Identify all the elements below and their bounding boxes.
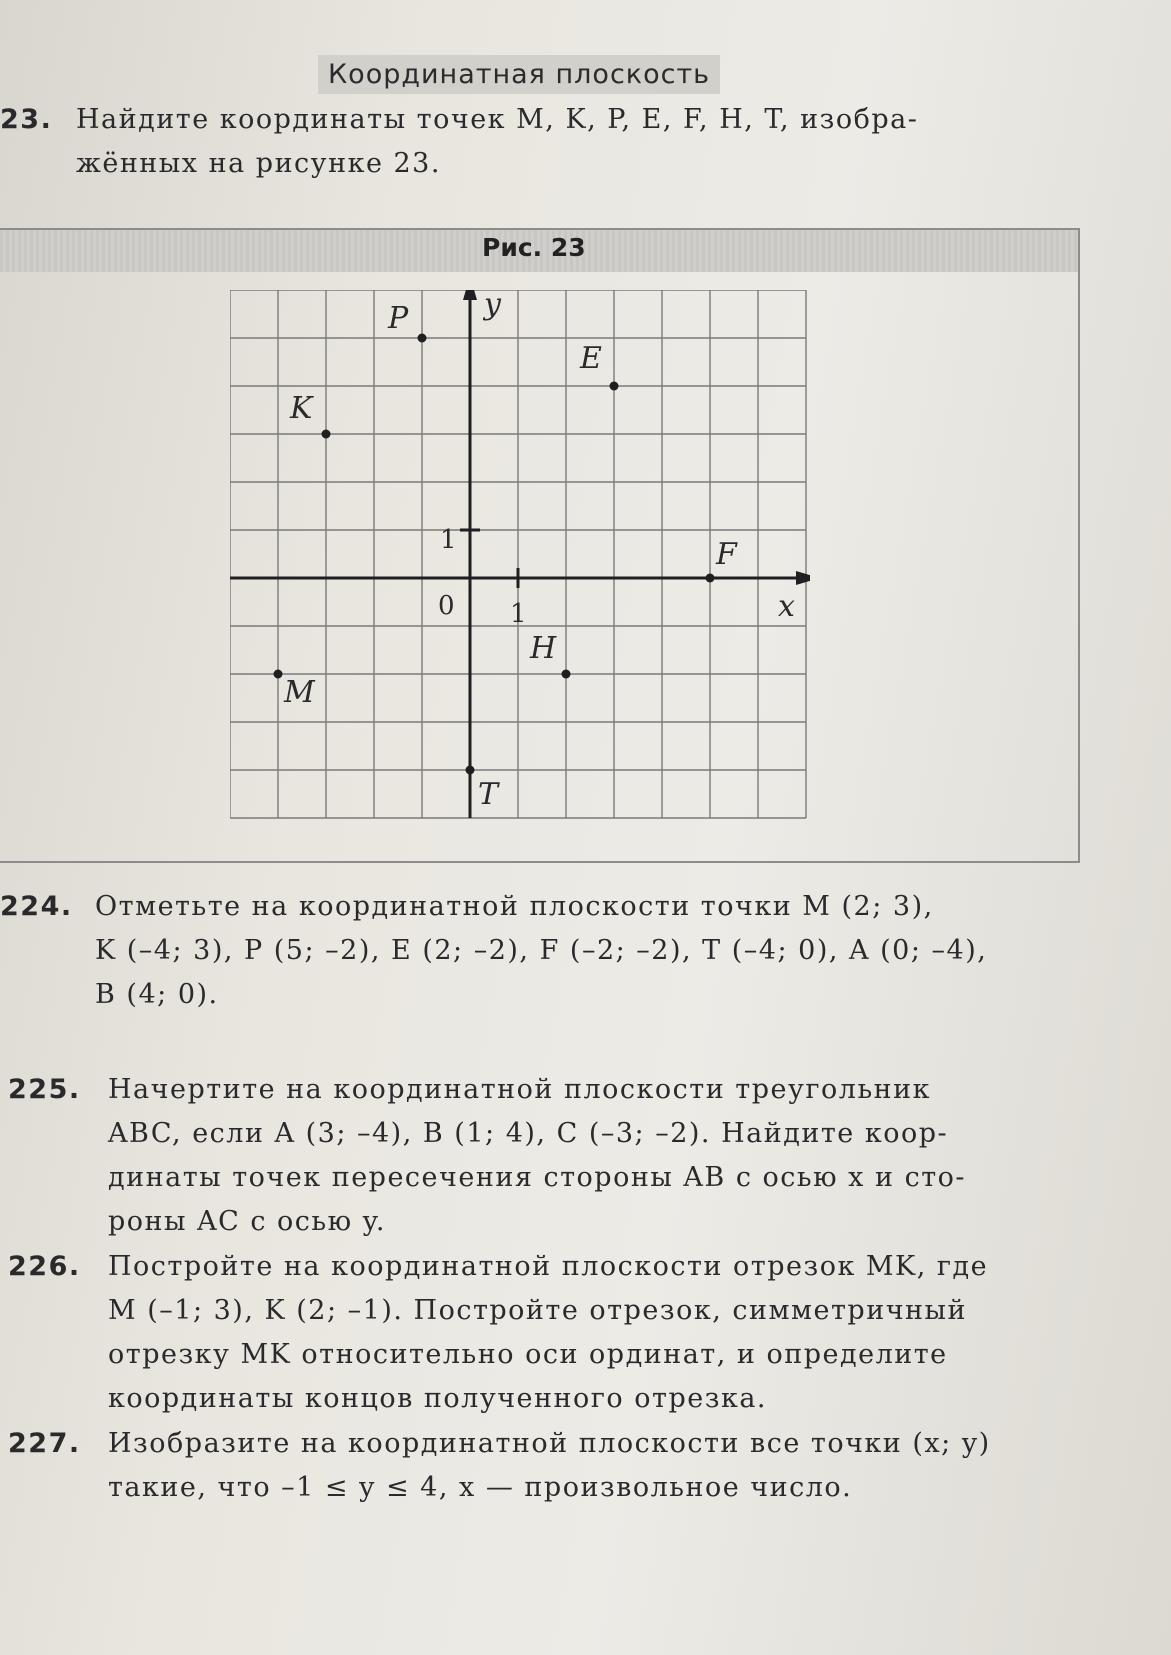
y-axis-label: y xyxy=(484,290,501,322)
task-line: K (–4; 3), P (5; –2), E (2; –2), F (–2; –2), T (–4; 0), A (0; –4), xyxy=(95,935,988,966)
task-number: 227. xyxy=(8,1428,81,1459)
point-label-P: P xyxy=(388,301,409,336)
task-line: B (4; 0). xyxy=(95,979,219,1010)
task-225 xyxy=(0,1068,1110,1244)
task-line: ABC, если A (3; –4), B (1; 4), C (–3; –2). Найдите коор- xyxy=(108,1118,949,1149)
task-line: такие, что –1 ≤ y ≤ 4, x — произвольное число. xyxy=(108,1472,853,1503)
point-M xyxy=(274,670,283,679)
task-224 xyxy=(0,885,1100,1017)
task-number: 23. xyxy=(0,104,53,135)
task-227 xyxy=(0,1422,1110,1510)
task-line: Отметьте на координатной плоскости точки M (2; 3), xyxy=(95,891,934,922)
coordinate-plane xyxy=(230,290,810,835)
point-P xyxy=(418,334,427,343)
origin-label: 0 xyxy=(438,591,455,621)
task-line: Изобразите на координатной плоскости все точки (x; y) xyxy=(108,1428,991,1459)
point-K xyxy=(322,430,331,439)
section-title: Координатная плоскость xyxy=(318,55,720,94)
task-line: жённых на рисунке 23. xyxy=(76,148,441,179)
task-line: Найдите координаты точек M, K, P, E, F, H, T, изобра- xyxy=(76,104,919,135)
task-line: Постройте на координатной плоскости отрезок MK, где xyxy=(108,1251,989,1282)
task-223 xyxy=(0,98,1090,186)
x-axis-label: x xyxy=(778,589,795,624)
point-label-M: M xyxy=(284,675,315,710)
task-number: 224. xyxy=(0,891,73,922)
figure-caption: Рис. 23 xyxy=(482,233,586,262)
point-label-F: F xyxy=(716,537,737,572)
task-line: M (–1; 3), K (2; –1). Постройте отрезок, симметричный xyxy=(108,1295,968,1326)
task-line: отрезку MK относительно оси ординат, и определите xyxy=(108,1339,948,1370)
task-number: 225. xyxy=(8,1074,81,1105)
point-T xyxy=(466,766,475,775)
task-line: динаты точек пересечения стороны AB с осью x и сто- xyxy=(108,1162,967,1193)
task-line: координаты концов полученного отрезка. xyxy=(108,1383,768,1414)
y-unit-label: 1 xyxy=(440,525,457,555)
task-line: роны AC с осью y. xyxy=(108,1206,386,1237)
point-label-E: E xyxy=(580,341,602,376)
point-label-T: T xyxy=(478,777,499,812)
x-axis-arrow xyxy=(796,571,810,585)
point-E xyxy=(610,382,619,391)
x-unit-label: 1 xyxy=(510,599,527,629)
task-226 xyxy=(0,1245,1110,1421)
point-label-K: K xyxy=(290,391,313,426)
task-line: Начертите на координатной плоскости треугольник xyxy=(108,1074,932,1105)
point-F xyxy=(706,574,715,583)
y-axis-arrow xyxy=(463,290,477,300)
point-H xyxy=(562,670,571,679)
task-number: 226. xyxy=(8,1251,81,1282)
point-label-H: H xyxy=(530,631,557,666)
